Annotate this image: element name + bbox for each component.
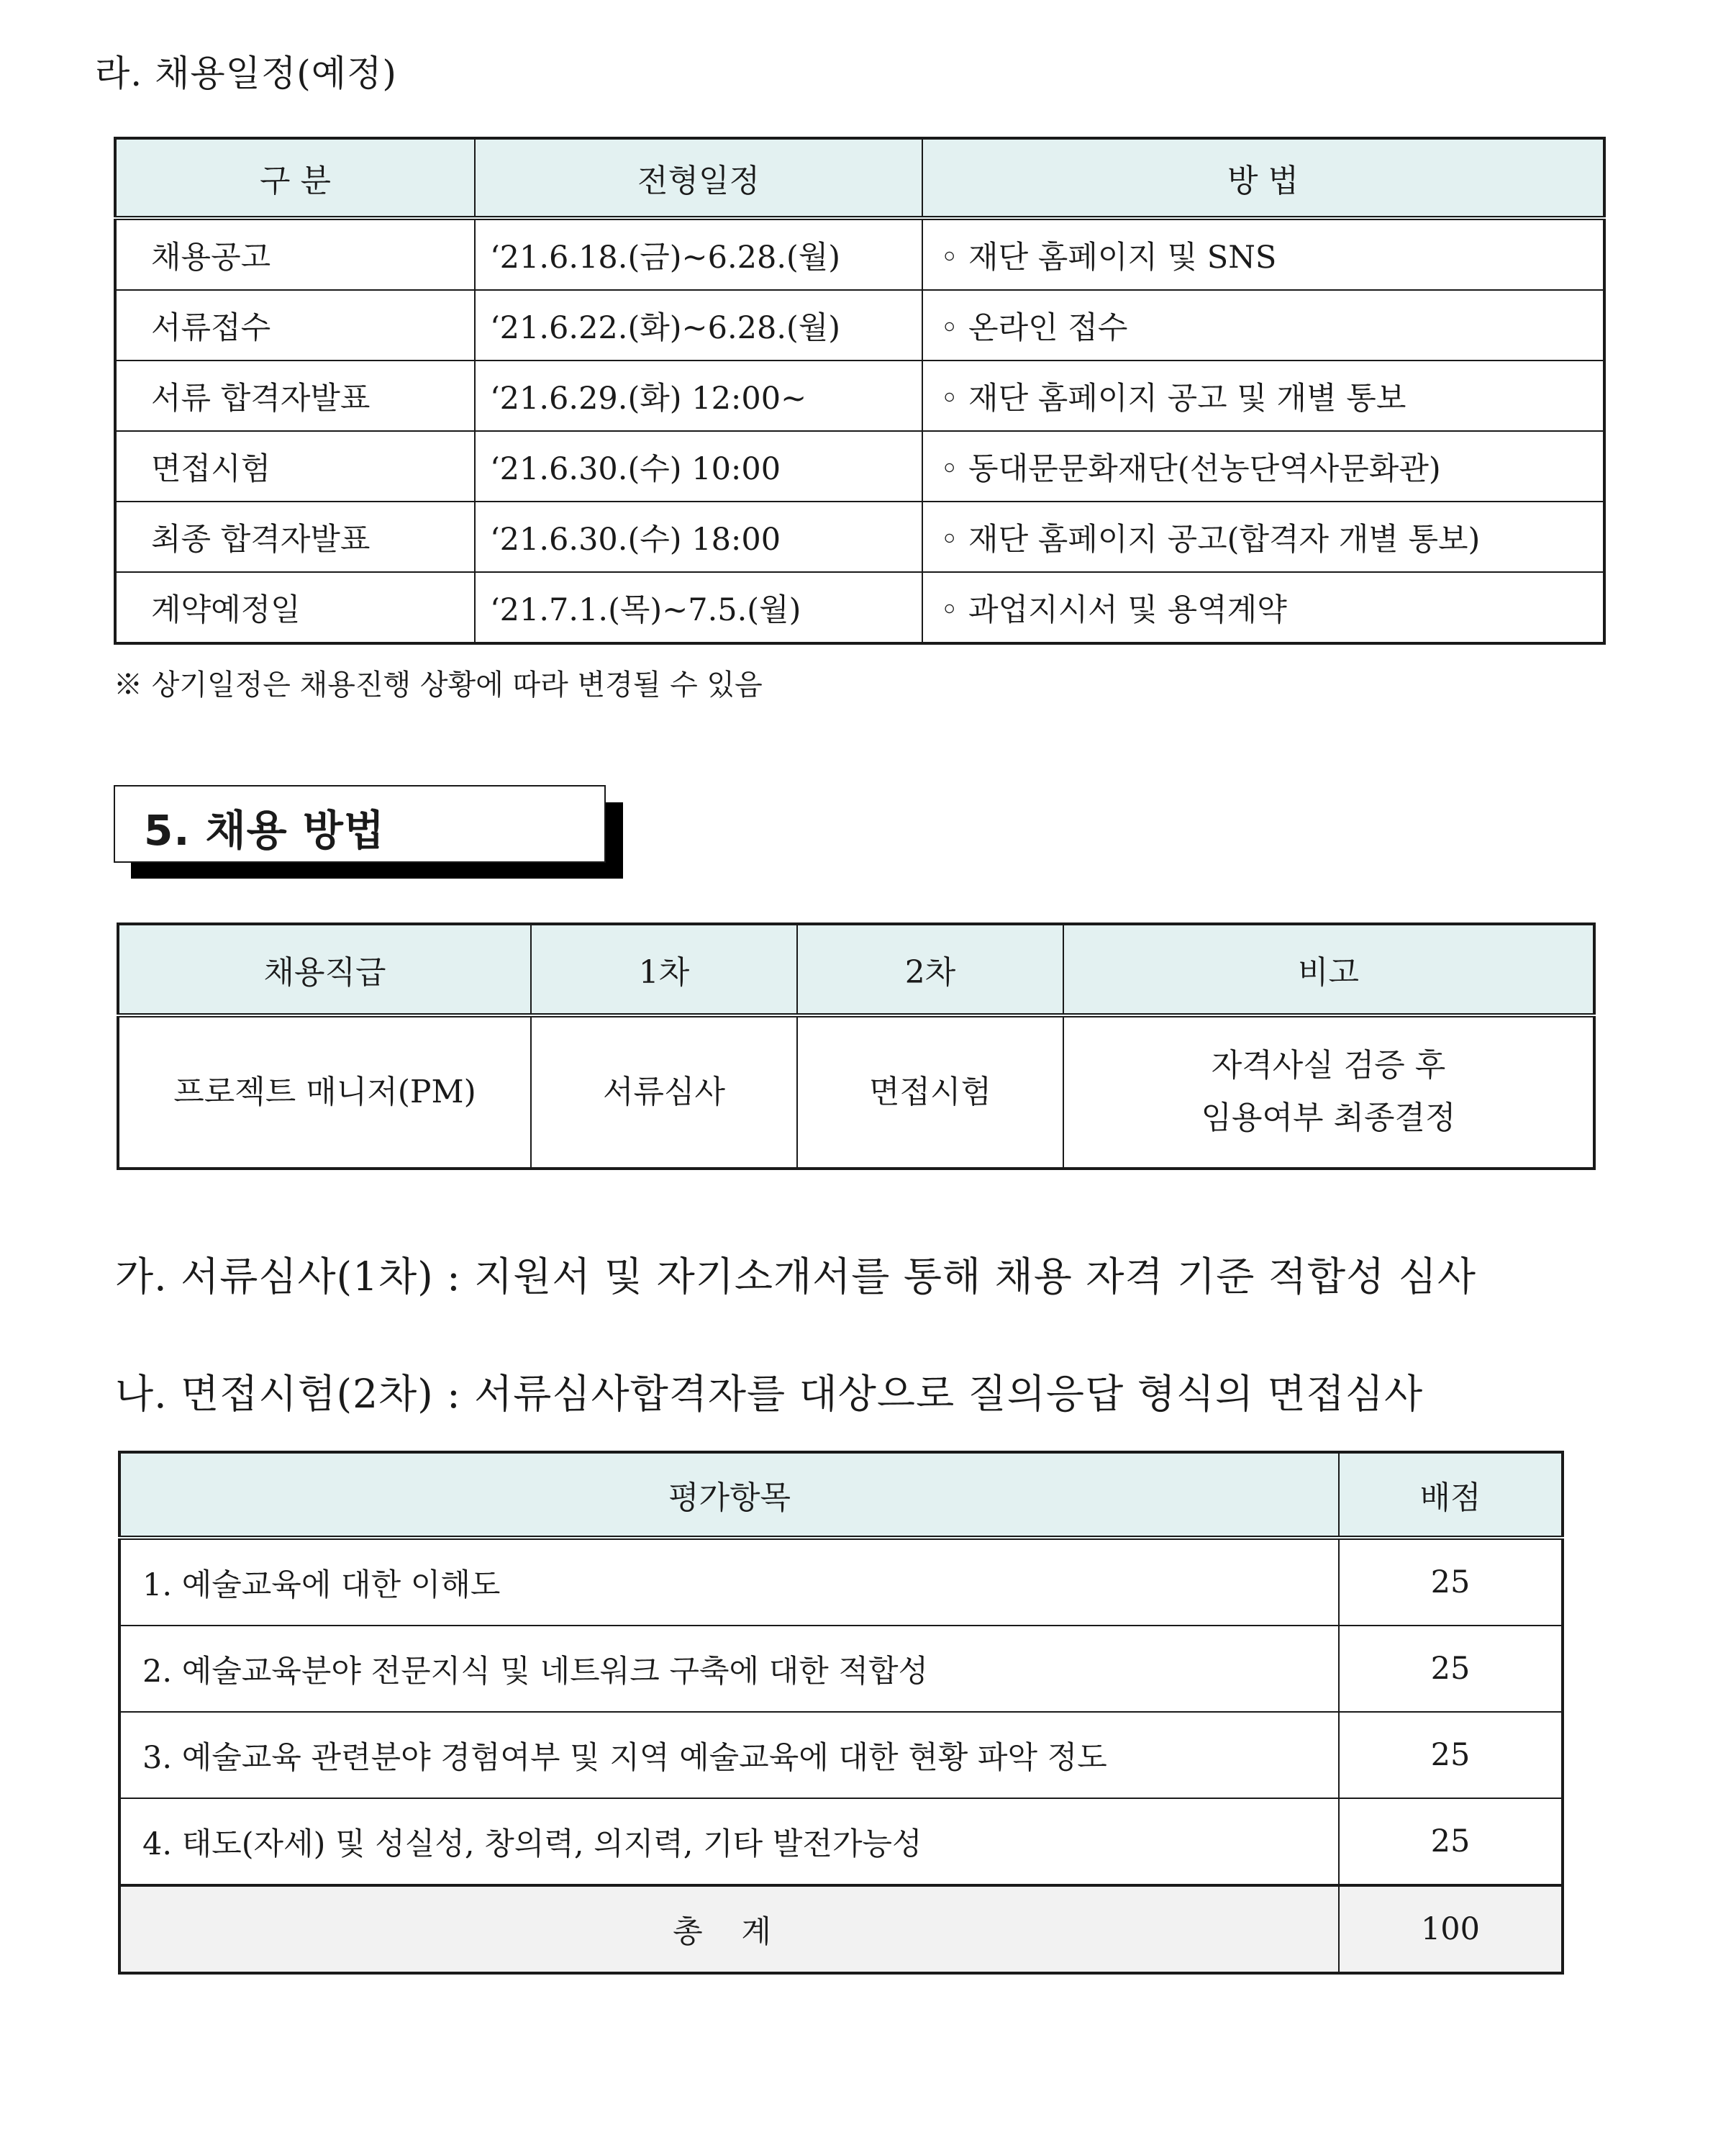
schedule-header-row bbox=[115, 138, 1604, 218]
table-row bbox=[115, 431, 1604, 502]
date-cell: ‘21.6.18.(금)~6.28.(월) bbox=[475, 218, 922, 290]
stage-cell: 채용공고 bbox=[115, 218, 475, 290]
stage-cell: 서류 합격자발표 bbox=[115, 361, 475, 431]
method-cell: ◦ 온라인 접수 bbox=[922, 290, 1604, 361]
section-title-box bbox=[114, 785, 606, 863]
header-date: 전형일정 bbox=[475, 138, 922, 218]
evaluation-table bbox=[118, 1451, 1564, 1975]
remark-line: 자격사실 검증 후 bbox=[1211, 1047, 1446, 1084]
eval-score-cell: 25 bbox=[1339, 1712, 1563, 1798]
table-row bbox=[115, 361, 1604, 431]
method-table bbox=[117, 923, 1596, 1170]
method-cell: ◦ 재단 홈페이지 및 SNS bbox=[922, 218, 1604, 290]
method-cell: ◦ 과업지시서 및 용역계약 bbox=[922, 572, 1604, 643]
header-second: 2차 bbox=[797, 924, 1063, 1015]
table-row bbox=[115, 572, 1604, 643]
first-stage-cell: 서류심사 bbox=[531, 1015, 797, 1169]
eval-score-cell: 25 bbox=[1339, 1798, 1563, 1885]
total-row bbox=[119, 1885, 1563, 1973]
eval-score-cell: 25 bbox=[1339, 1626, 1563, 1712]
table-row bbox=[115, 502, 1604, 572]
stage-cell: 계약예정일 bbox=[115, 572, 475, 643]
stage-cell: 면접시험 bbox=[115, 431, 475, 502]
method-header-row bbox=[118, 924, 1594, 1015]
eval-header-row bbox=[119, 1452, 1563, 1538]
remark-cell bbox=[1063, 1015, 1594, 1169]
date-cell: ‘21.6.29.(화) 12:00~ bbox=[475, 361, 922, 431]
section-title: 5. 채용 방법 bbox=[144, 806, 385, 855]
date-cell: ‘21.6.22.(화)~6.28.(월) bbox=[475, 290, 922, 361]
date-cell: ‘21.6.30.(수) 18:00 bbox=[475, 502, 922, 572]
table-row bbox=[119, 1712, 1563, 1798]
table-row bbox=[118, 1015, 1594, 1169]
method-cell: ◦ 동대문문화재단(선농단역사문화관) bbox=[922, 431, 1604, 502]
table-row bbox=[119, 1538, 1563, 1626]
stage-cell: 최종 합격자발표 bbox=[115, 502, 475, 572]
date-cell: ‘21.6.30.(수) 10:00 bbox=[475, 431, 922, 502]
header-position: 채용직급 bbox=[118, 924, 531, 1015]
second-stage-cell: 면접시험 bbox=[797, 1015, 1063, 1169]
method-cell: ◦ 재단 홈페이지 공고 및 개별 통보 bbox=[922, 361, 1604, 431]
eval-item-cell: 3. 예술교육 관련분야 경험여부 및 지역 예술교육에 대한 현황 파악 정도 bbox=[119, 1712, 1339, 1798]
stage-cell: 서류접수 bbox=[115, 290, 475, 361]
header-item: 평가항목 bbox=[119, 1452, 1339, 1538]
eval-item-cell: 1. 예술교육에 대한 이해도 bbox=[119, 1538, 1339, 1626]
method-cell: ◦ 재단 홈페이지 공고(합격자 개별 통보) bbox=[922, 502, 1604, 572]
eval-score-cell: 25 bbox=[1339, 1538, 1563, 1626]
schedule-table bbox=[114, 137, 1606, 645]
eval-item-cell: 2. 예술교육분야 전문지식 및 네트워크 구축에 대한 적합성 bbox=[119, 1626, 1339, 1712]
position-cell: 프로젝트 매니저(PM) bbox=[118, 1015, 531, 1169]
header-method: 방 법 bbox=[922, 138, 1604, 218]
total-score: 100 bbox=[1339, 1885, 1563, 1973]
eval-item-cell: 4. 태도(자세) 및 성실성, 창의력, 의지력, 기타 발전가능성 bbox=[119, 1798, 1339, 1885]
header-first: 1차 bbox=[531, 924, 797, 1015]
header-stage: 구 분 bbox=[115, 138, 475, 218]
schedule-heading: 라. 채용일정(예정) bbox=[95, 53, 397, 94]
remark-line: 임용여부 최종결정 bbox=[1201, 1100, 1456, 1136]
schedule-note: ※ 상기일정은 채용진행 상황에 따라 변경될 수 있음 bbox=[114, 668, 763, 702]
header-score: 배점 bbox=[1339, 1452, 1563, 1538]
table-row bbox=[115, 218, 1604, 290]
table-row bbox=[119, 1798, 1563, 1885]
total-label: 총 계 bbox=[119, 1885, 1339, 1973]
table-row bbox=[119, 1626, 1563, 1712]
header-remark: 비고 bbox=[1063, 924, 1594, 1015]
interview-line: 나. 면접시험(2차) : 서류심사합격자를 대상으로 질의응답 형식의 면접심사 bbox=[115, 1371, 1424, 1417]
document-screening-line: 가. 서류심사(1차) : 지원서 및 자기소개서를 통해 채용 자격 기준 적합성 심사 bbox=[115, 1254, 1477, 1300]
date-cell: ‘21.7.1.(목)~7.5.(월) bbox=[475, 572, 922, 643]
table-row bbox=[115, 290, 1604, 361]
